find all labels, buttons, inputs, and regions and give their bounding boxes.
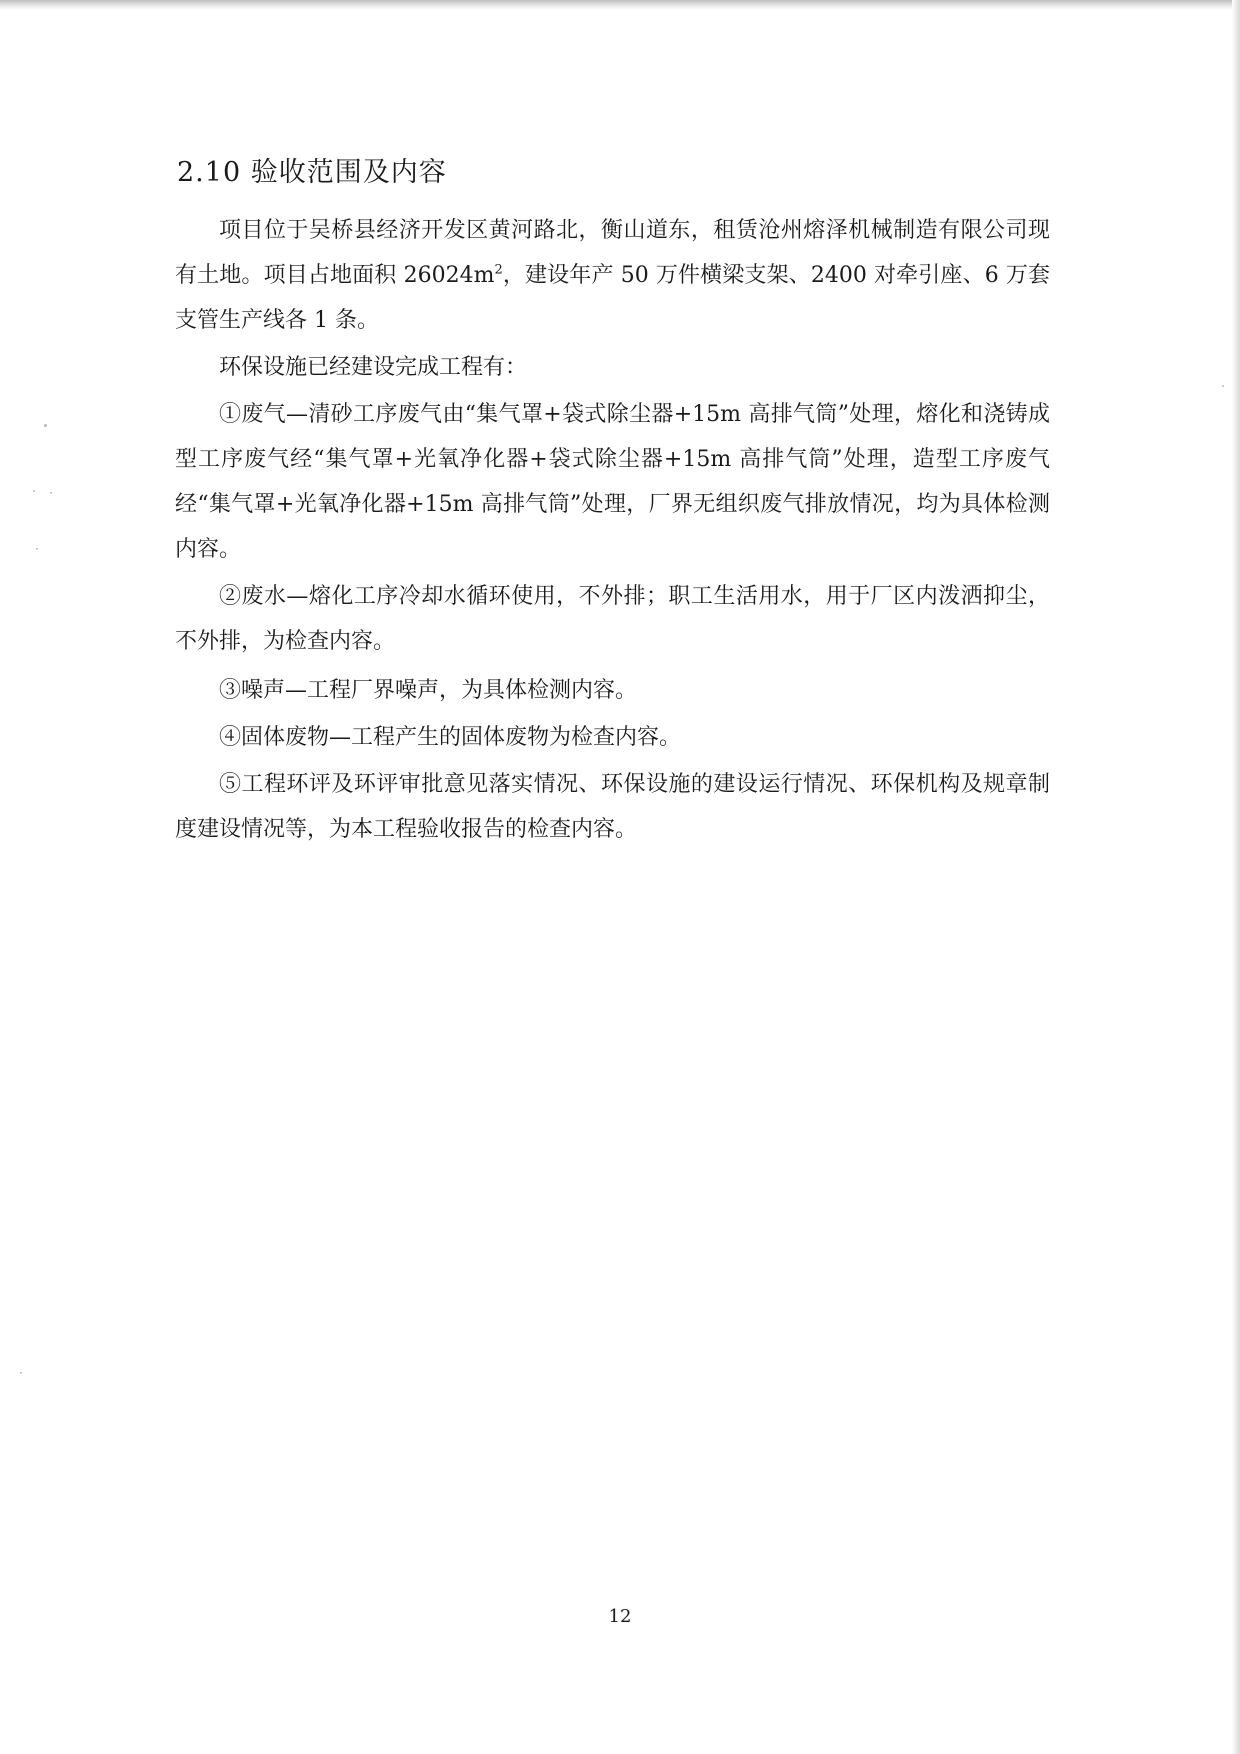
scan-speck xyxy=(1222,385,1224,387)
page-number: 12 xyxy=(608,1606,632,1627)
scan-edge-right xyxy=(1232,0,1240,1754)
scan-speck xyxy=(36,548,38,550)
section-heading xyxy=(177,150,447,189)
scan-speck xyxy=(44,424,47,427)
paragraph-solid-waste: ④固体废物—工程产生的固体废物为检查内容。 xyxy=(219,725,682,750)
paragraph-noise: ③噪声—工程厂界噪声，为具体检测内容。 xyxy=(219,678,638,703)
scan-speck xyxy=(50,492,52,494)
paragraph-exhaust-gas: ①废气—清砂工序废气由“集气罩+袋式除尘器+15m 高排气筒”处理，熔化和浇铸成型工序废气经“集气罩+光氧净化器+袋式除尘器+15m 高排气筒”处理，造型工序废气经“集气罩+光氧净化器+15m 高排气筒”处理，厂界无组织废气排放情况，均为具体检测内容。 xyxy=(175,402,1050,562)
paragraph-completed-facilities: 环保设施已经建设完成工程有： xyxy=(219,355,528,380)
document-body xyxy=(175,208,1050,854)
superscript: 2 xyxy=(494,262,503,278)
scan-speck xyxy=(20,1372,22,1374)
paragraph-text: 项目位于吴桥县经济开发区黄河路北，衡山道东，租赁沧州熔泽机械制造有限公司现有土地。项目占地面积 26024m xyxy=(175,218,1050,288)
scan-speck xyxy=(33,490,35,492)
paragraph-text: ，建设年产 50 万件横梁支架、2400 对牵引座、6 万套支管生产线各 1 条。 xyxy=(175,263,1050,333)
paragraph-wastewater: ②废水—熔化工序冷却水循环使用，不外排；职工生活用水，用于厂区内泼洒抑尘，不外排，为检查内容。 xyxy=(175,584,1050,654)
scan-edge-top xyxy=(0,0,1240,10)
section-number: 2.10 xyxy=(177,157,242,188)
paragraph-project-location xyxy=(175,208,1050,343)
paragraph-inspection-content: ⑤工程环评及环评审批意见落实情况、环保设施的建设运行情况、环保机构及规章制度建设情况等，为本工程验收报告的检查内容。 xyxy=(175,772,1050,842)
section-title: 验收范围及内容 xyxy=(250,157,447,188)
